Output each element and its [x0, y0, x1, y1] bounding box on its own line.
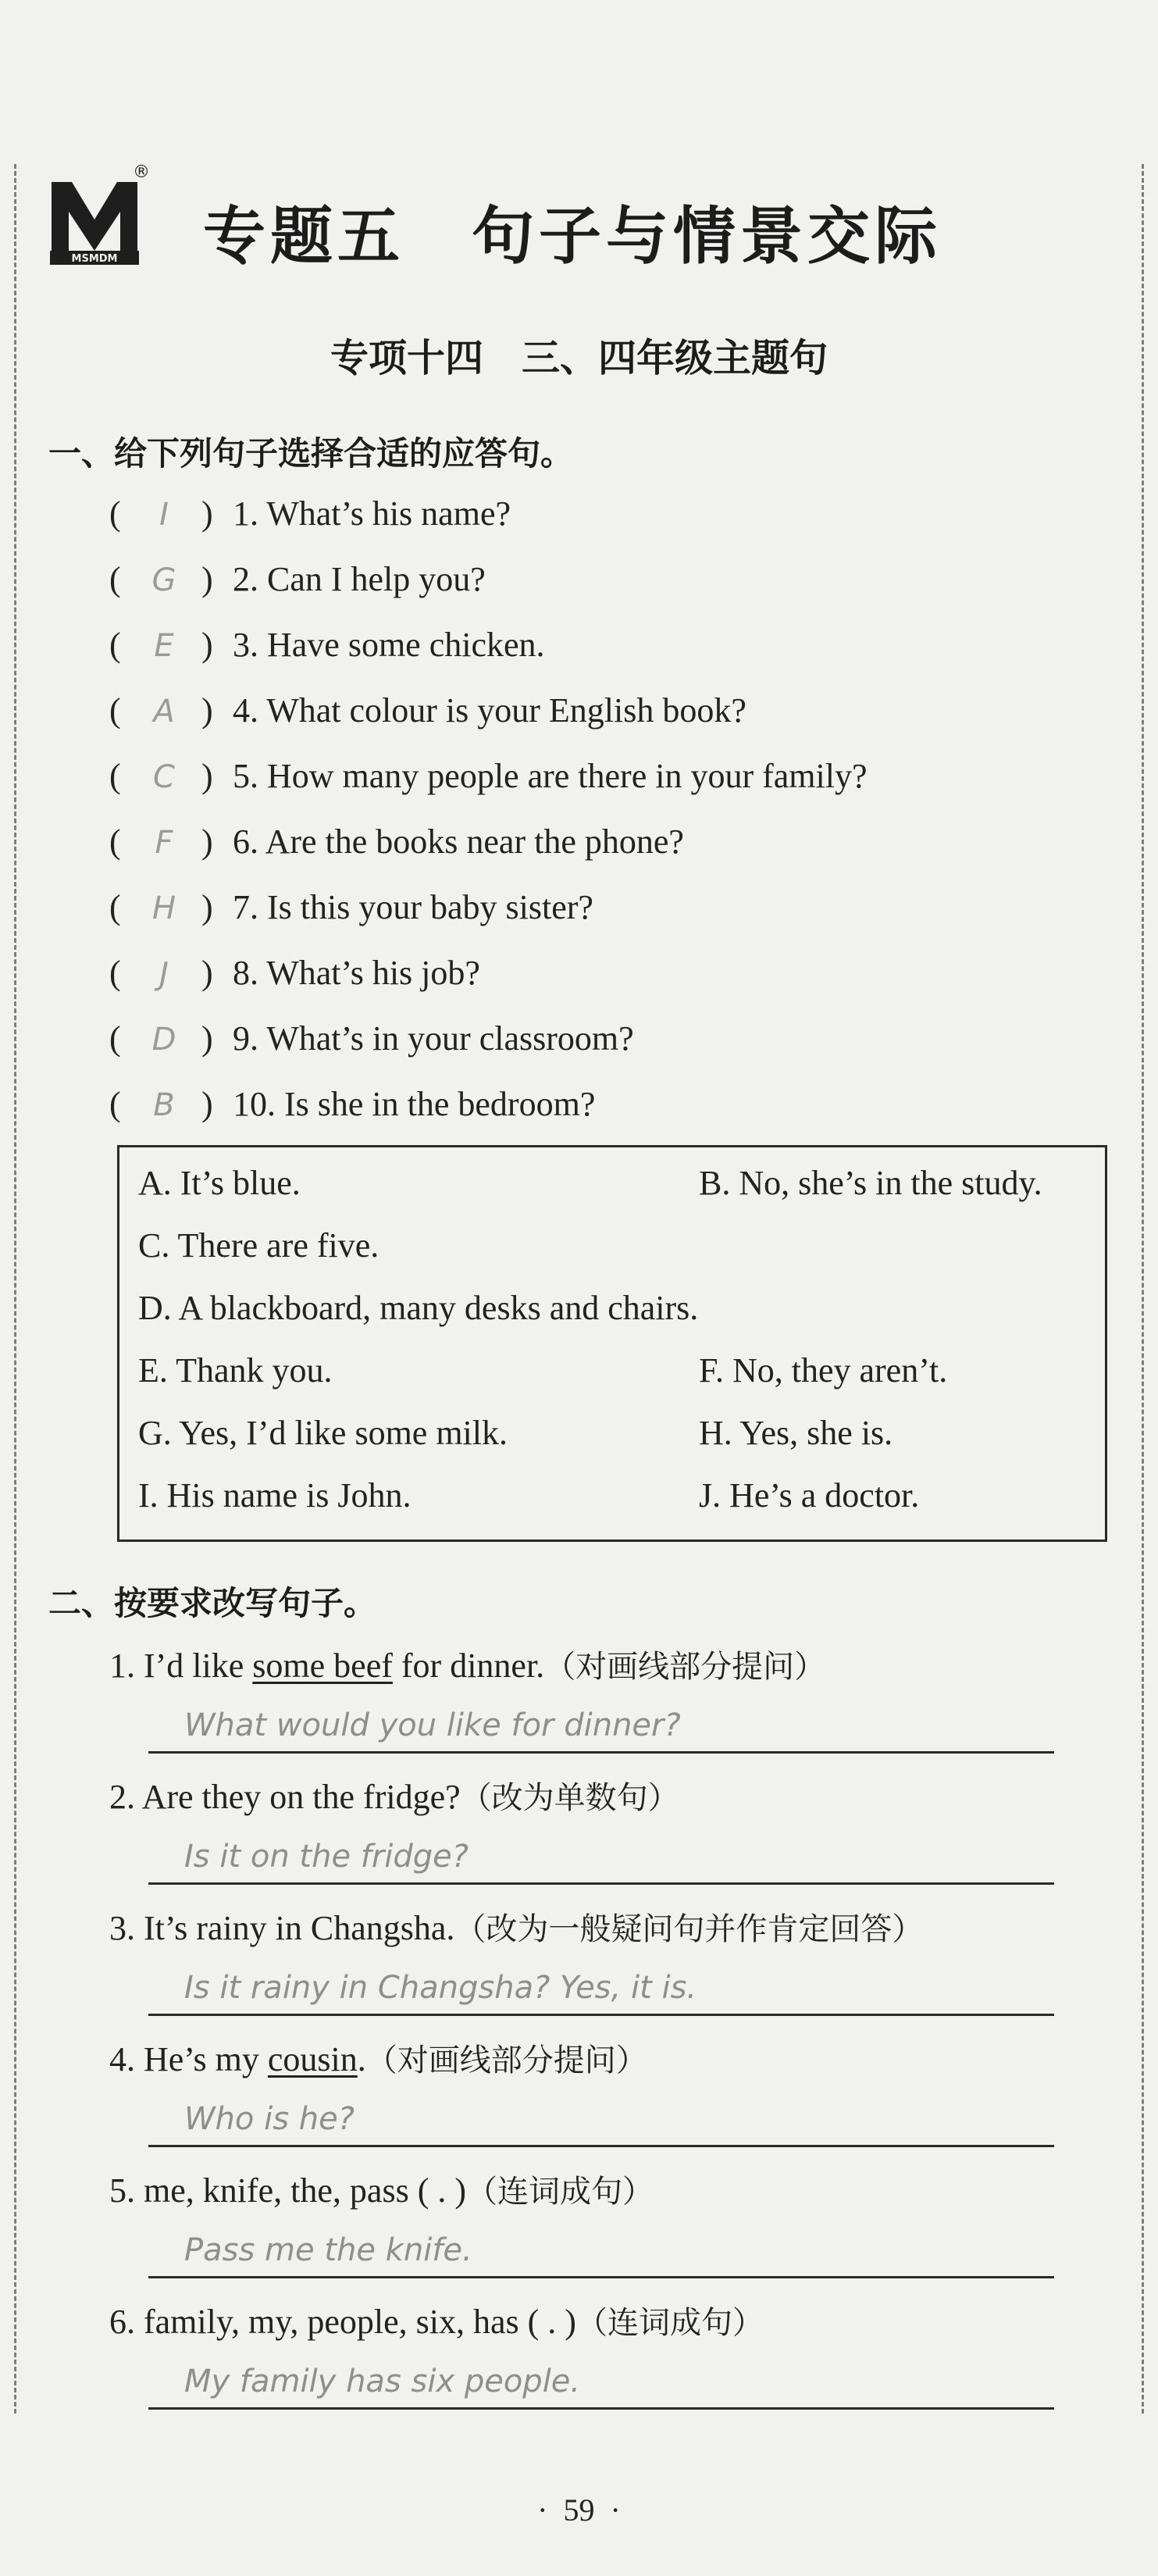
answer-line [148, 2276, 1054, 2278]
question-text: 5. How many people are there in your family? [233, 757, 868, 795]
question-text-end: . [357, 2040, 366, 2078]
bracket-close: ) [201, 691, 213, 730]
question-text: 2. Are they on the fridge? [109, 1778, 461, 1816]
answer-blank[interactable]: G [151, 562, 176, 598]
page-number: · 59 · [537, 2492, 621, 2528]
answer-line [148, 1751, 1054, 1754]
answer-text[interactable]: Pass me the knife. [184, 2232, 472, 2268]
bracket-open: ( [109, 1019, 121, 1058]
bracket-open: ( [109, 888, 121, 926]
answer-blank[interactable]: A [153, 694, 175, 730]
instruction: （改为一般疑问句并作肯定回答） [454, 1911, 924, 1947]
section1-heading: 一、给下列句子选择合适的应答句。 [48, 434, 574, 473]
bracket-close: ) [201, 560, 213, 598]
answer-text[interactable]: Is it on the fridge? [184, 1839, 469, 1875]
publisher-logo [48, 176, 141, 268]
answer-blank[interactable]: I [159, 497, 169, 533]
answer-text[interactable]: My family has six people. [184, 2364, 581, 2399]
question-text: 10. Is she in the bedroom? [233, 1085, 596, 1123]
rewrite-question-4 [109, 2035, 647, 2080]
instruction: （对画线部分提问） [365, 2043, 647, 2078]
answer-line [148, 2407, 1054, 2410]
answer-blank[interactable]: B [153, 1087, 175, 1123]
answer-text[interactable]: What would you like for dinner? [184, 1707, 681, 1743]
question-text: 1. What’s his name? [233, 494, 511, 533]
rewrite-question-1 [109, 1642, 825, 1686]
underlined-phrase: cousin [267, 2040, 358, 2078]
answer-text[interactable]: Is it rainy in Changsha? Yes, it is. [184, 1970, 697, 2006]
option-h: H. Yes, she is. [699, 1414, 893, 1452]
answer-blank[interactable]: H [151, 890, 176, 926]
bracket-close: ) [201, 494, 213, 533]
question-text: 4. He’s my [109, 2040, 268, 2078]
answer-blank[interactable]: F [155, 825, 173, 861]
option-i: I. His name is John. [138, 1476, 412, 1515]
question-text: 7. Is this your baby sister? [233, 888, 593, 926]
section2-heading: 二、按要求改写句子。 [48, 1584, 377, 1622]
question-text: 3. Have some chicken. [233, 626, 545, 664]
option-e: E. Thank you. [138, 1351, 333, 1390]
question-text: 1. I’d like [109, 1647, 253, 1685]
option-g: G. Yes, I’d like some milk. [138, 1414, 508, 1452]
instruction: （连词成句） [466, 2174, 654, 2210]
registered-mark: ® [133, 162, 150, 182]
answer-line [148, 2145, 1054, 2147]
right-cut-line [1142, 164, 1144, 2414]
question-text: 5. me, knife, the, pass ( . ) [109, 2171, 466, 2210]
question-text: 2. Can I help you? [233, 560, 486, 598]
question-text: 3. It’s rainy in Changsha. [109, 1909, 455, 1947]
bracket-open: ( [109, 626, 121, 664]
bracket-open: ( [109, 494, 121, 533]
question-text: 6. Are the books near the phone? [233, 822, 684, 861]
instruction: （改为单数句） [460, 1780, 679, 1816]
answer-text[interactable]: Who is he? [184, 2101, 355, 2137]
bracket-open: ( [109, 560, 121, 598]
bracket-close: ) [201, 1085, 213, 1123]
bracket-close: ) [201, 626, 213, 664]
answer-blank[interactable]: C [153, 759, 175, 795]
option-b: B. No, she’s in the study. [699, 1164, 1042, 1202]
option-a: A. It’s blue. [138, 1164, 301, 1202]
option-j: J. He’s a doctor. [699, 1476, 920, 1515]
rewrite-question-6 [109, 2298, 764, 2342]
page-subtitle: 专项十四 三、四年级主题句 [330, 336, 828, 380]
instruction: （连词成句） [575, 2305, 764, 2341]
answer-blank[interactable]: E [154, 628, 174, 664]
bracket-close: ) [201, 822, 213, 861]
bracket-open: ( [109, 691, 121, 730]
option-c: C. There are five. [138, 1226, 379, 1265]
bracket-open: ( [109, 757, 121, 795]
question-text: 9. What’s in your classroom? [233, 1019, 634, 1058]
question-text: 4. What colour is your English book? [233, 691, 746, 730]
question-text: 6. family, my, people, six, has ( . ) [109, 2303, 576, 2341]
rewrite-question-2 [109, 1773, 679, 1818]
answer-line [148, 1882, 1054, 1885]
left-cut-line [14, 164, 16, 2414]
bracket-close: ) [201, 1019, 213, 1058]
bracket-close: ) [201, 888, 213, 926]
rewrite-question-5 [109, 2167, 654, 2211]
answer-blank[interactable]: D [151, 1022, 176, 1058]
question-text-end: for dinner. [392, 1647, 545, 1685]
bracket-open: ( [109, 822, 121, 861]
logo-text: MSMDM [71, 253, 118, 265]
answer-blank[interactable]: J [159, 956, 169, 992]
option-d: D. A blackboard, many desks and chairs. [138, 1289, 699, 1327]
bracket-open: ( [109, 954, 121, 992]
bracket-close: ) [201, 954, 213, 992]
options-box [117, 1145, 1107, 1542]
bracket-close: ) [201, 757, 213, 795]
bracket-open: ( [109, 1085, 121, 1123]
instruction: （对画线部分提问） [544, 1649, 826, 1685]
rewrite-question-3 [109, 1904, 923, 1949]
answer-line [148, 2014, 1054, 2016]
page-title: 专题五 句子与情景交际 [203, 200, 942, 273]
underlined-phrase: some beef [252, 1647, 393, 1685]
question-text: 8. What’s his job? [233, 954, 480, 992]
option-f: F. No, they aren’t. [699, 1351, 948, 1390]
